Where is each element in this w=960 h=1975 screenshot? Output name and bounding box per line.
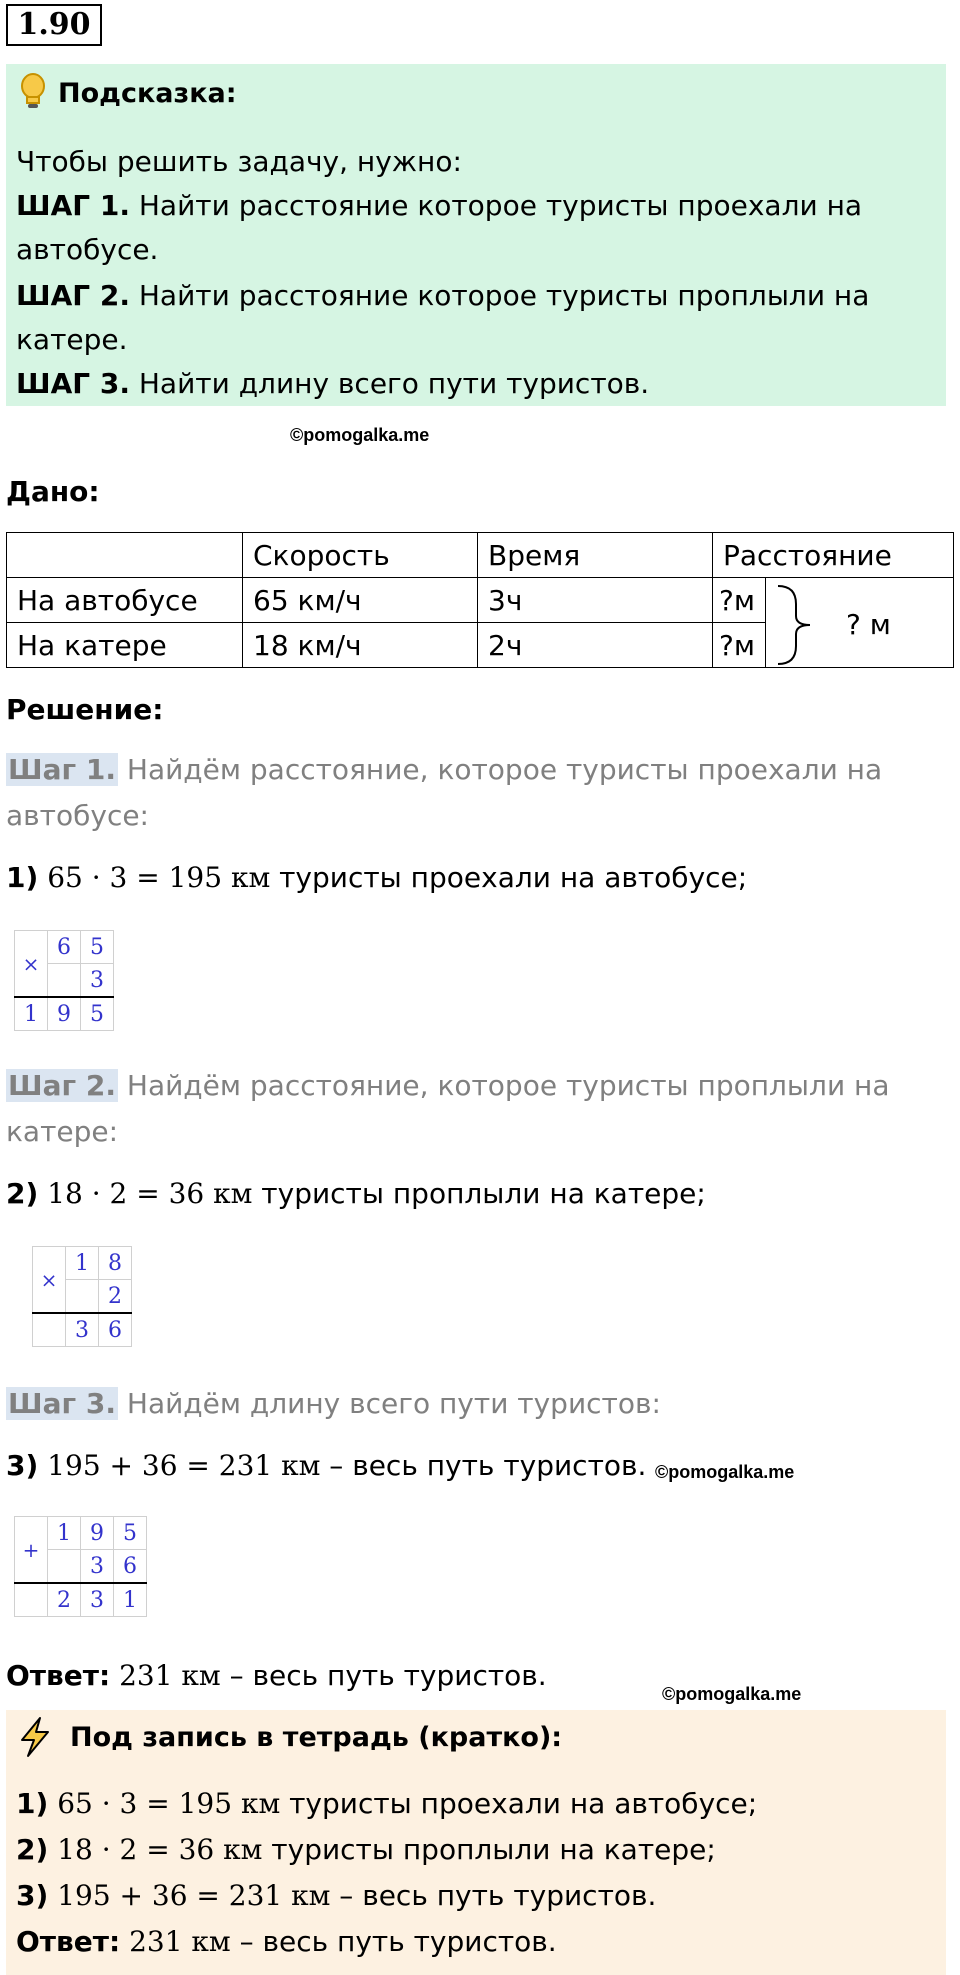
- notebook-line-3: 3) 195 + 36 = 231 км – весь путь туристов.: [16, 1879, 657, 1912]
- operator: +: [15, 1517, 48, 1584]
- hint-step-2-cont: катере.: [16, 323, 128, 356]
- step-2-equation: 2) 18 · 2 = 36 км туристы проплыли на катере;: [6, 1177, 706, 1210]
- table-cell: 18 км/ч: [243, 623, 478, 668]
- column-addition-3: [14, 1516, 147, 1617]
- notebook-line-2: 2) 18 · 2 = 36 км туристы проплыли на катере;: [16, 1833, 716, 1866]
- hint-step-1-cont: автобусе.: [16, 233, 159, 266]
- digit: 1: [66, 1247, 99, 1280]
- digit: 3: [81, 1550, 114, 1584]
- operator: ×: [33, 1247, 66, 1314]
- digit: 6: [114, 1550, 147, 1584]
- step-2-description: Шаг 2. Найдём расстояние, которое туристы проплыли на: [8, 1069, 890, 1102]
- digit: 8: [99, 1247, 132, 1280]
- table-cell: На катере: [7, 623, 243, 668]
- solution-title: Решение:: [6, 693, 164, 726]
- watermark: ©pomogalka.me: [290, 425, 430, 445]
- digit: 5: [81, 931, 114, 964]
- table-header: Расстояние: [713, 533, 954, 578]
- table-cell: 65 км/ч: [243, 578, 478, 623]
- total-distance: ? м: [846, 608, 891, 641]
- digit: 1: [48, 1517, 81, 1550]
- digit: 5: [81, 997, 114, 1031]
- answer-line: Ответ: 231 км – весь путь туристов.: [6, 1659, 547, 1692]
- step-2-description-cont: катере:: [6, 1115, 119, 1148]
- table-cell: На автобусе: [7, 578, 243, 623]
- digit: [48, 964, 81, 998]
- digit: 3: [81, 1583, 114, 1617]
- problem-number: 1.90: [6, 4, 102, 46]
- table-header: Время: [478, 533, 713, 578]
- notebook-answer: Ответ: 231 км – весь путь туристов.: [16, 1925, 557, 1958]
- hint-step-3: ШАГ 3. Найти длину всего пути туристов.: [16, 367, 650, 400]
- digit: [33, 1313, 66, 1347]
- digit: 9: [48, 997, 81, 1031]
- step-1-equation: 1) 65 · 3 = 195 км туристы проехали на автобусе;: [6, 861, 748, 894]
- digit: 1: [15, 997, 48, 1031]
- digit: 2: [99, 1280, 132, 1314]
- given-table: [6, 532, 954, 668]
- column-multiplication-2: [32, 1246, 132, 1347]
- digit: [15, 1583, 48, 1617]
- given-title: Дано:: [6, 475, 100, 508]
- column-multiplication-1: [14, 930, 114, 1031]
- digit: 1: [114, 1583, 147, 1617]
- table-header: [7, 533, 243, 578]
- total-cell: [766, 578, 954, 668]
- operator: ×: [15, 931, 48, 998]
- hint-box: [6, 64, 946, 406]
- lightning-icon: [18, 1716, 52, 1758]
- hint-title: Подсказка:: [58, 78, 237, 109]
- table-cell: ?м: [713, 578, 766, 623]
- step-1-description: Шаг 1. Найдём расстояние, которое туристы проехали на: [8, 753, 883, 786]
- table-cell: ?м: [713, 623, 766, 668]
- digit: 3: [81, 964, 114, 998]
- table-header-row: [7, 533, 954, 578]
- hint-step-1: ШАГ 1. Найти расстояние которое туристы проехали на: [16, 189, 863, 222]
- digit: 3: [66, 1313, 99, 1347]
- watermark: ©pomogalka.me: [662, 1684, 802, 1704]
- table-cell: 3ч: [478, 578, 713, 623]
- notebook-line-1: 1) 65 · 3 = 195 км туристы проехали на автобусе;: [16, 1787, 758, 1820]
- digit: 5: [114, 1517, 147, 1550]
- step-3-equation: 3) 195 + 36 = 231 км – весь путь туристов.: [6, 1449, 647, 1482]
- table-cell: 2ч: [478, 623, 713, 668]
- digit: 9: [81, 1517, 114, 1550]
- step-1-description-cont: автобусе:: [6, 799, 149, 832]
- step-3-description: Шаг 3. Найдём длину всего пути туристов:: [8, 1387, 661, 1420]
- digit: 6: [48, 931, 81, 964]
- digit: [66, 1280, 99, 1314]
- table-header: Скорость: [243, 533, 478, 578]
- digit: 6: [99, 1313, 132, 1347]
- hint-intro: Чтобы решить задачу, нужно:: [16, 145, 462, 178]
- digit: 2: [48, 1583, 81, 1617]
- hint-step-2: ШАГ 2. Найти расстояние которое туристы проплыли на: [16, 279, 870, 312]
- table-row: [7, 578, 954, 623]
- digit: [48, 1550, 81, 1584]
- brace-icon: [772, 582, 832, 668]
- notebook-box: [6, 1710, 946, 1975]
- lightbulb-icon: [18, 72, 48, 112]
- notebook-title: Под запись в тетрадь (кратко):: [70, 1722, 563, 1753]
- watermark: ©pomogalka.me: [655, 1462, 795, 1482]
